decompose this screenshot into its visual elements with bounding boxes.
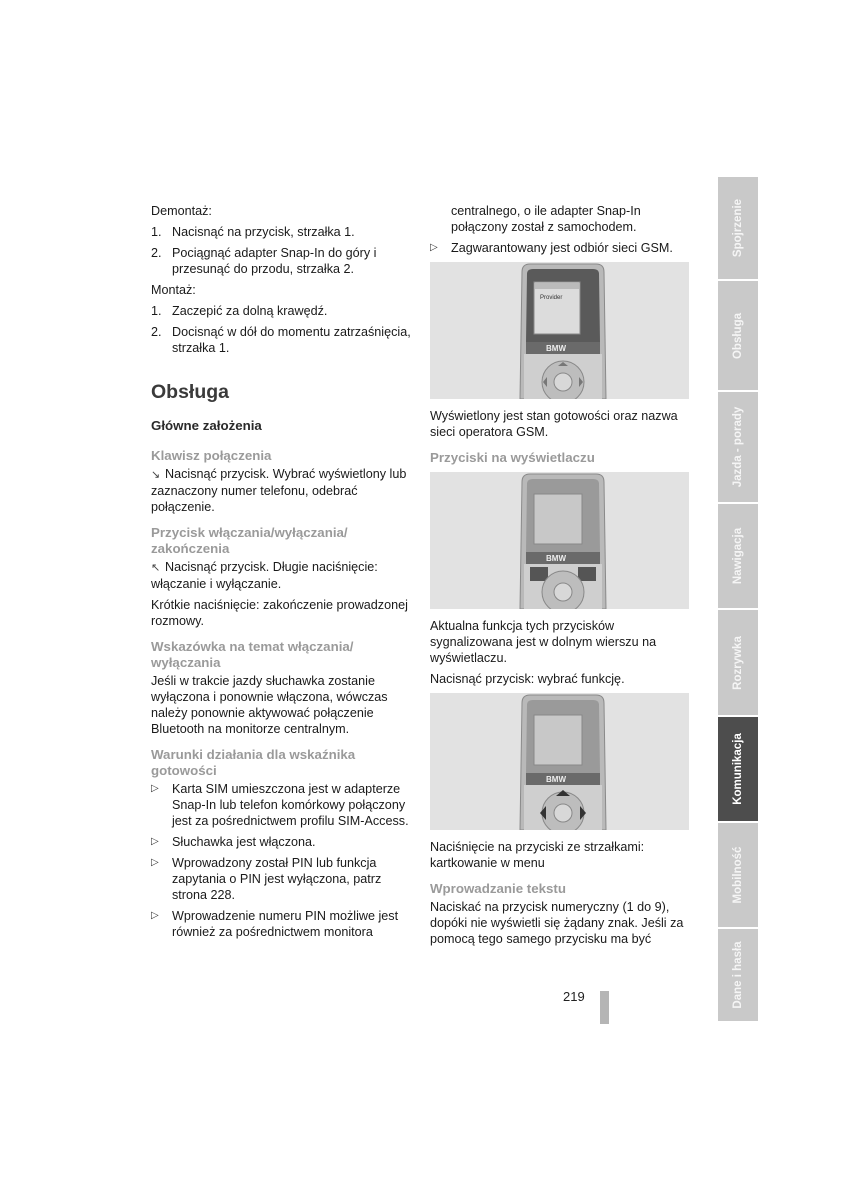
condition-text: Wprowadzenie numeru PIN możliwe jest również za pośrednictwem monitora [172, 909, 399, 939]
photo3-caption: Naciśnięcie na przyciski ze strzałkami: kartkowanie w menu [430, 840, 645, 870]
list-item [151, 781, 413, 829]
call-key-text: Nacisnąć przycisk. Wybrać wyświetlony lub zaznaczony numer telefonu, odebrać połączenie. [151, 467, 407, 514]
tab-rozrywka[interactable] [718, 610, 758, 717]
tab-label: Nawigacja [732, 527, 744, 585]
list-item [151, 303, 413, 319]
step-text: Docisnąć w dół do momentu zatrzaśnięcia, strzałka 1. [172, 325, 411, 355]
tab-label: Mobilność [732, 846, 744, 904]
list-item [151, 855, 413, 903]
tab-label: Jazda - porady [732, 406, 744, 488]
power-key-text: Nacisnąć przycisk. Długie naciśnięcie: włączanie i wyłączanie. [151, 560, 378, 591]
chapter-tabs [718, 177, 758, 1023]
step-number: 1. [151, 225, 162, 239]
tab-mobilnosc[interactable] [718, 823, 758, 929]
right-column [430, 203, 690, 952]
step-text: Pociągnąć adapter Snap-In do góry i przesunąć do przodu, strzałka 2. [172, 246, 377, 276]
phone-end-icon: ↖ [151, 562, 161, 574]
tab-dane-i-hasla[interactable] [718, 929, 758, 1023]
handset-photo-softkeys [430, 472, 689, 609]
tab-obsluga[interactable] [718, 281, 758, 392]
triangle-bullet-icon: ▷ [151, 857, 159, 868]
tab-spojrzenie[interactable] [718, 177, 758, 281]
phone-call-icon: ↘ [151, 469, 161, 481]
page-number-bar [600, 991, 609, 1024]
step-text: Nacisnąć na przycisk, strzałka 1. [172, 225, 355, 239]
handset-photo-standby [430, 262, 689, 399]
step-number: 1. [151, 304, 162, 318]
list-item [151, 224, 413, 240]
heading-call-key: Klawisz połączenia [151, 448, 272, 463]
montaz-label: Montaż: [151, 283, 196, 297]
triangle-bullet-icon: ▷ [151, 836, 159, 847]
step-number: 2. [151, 246, 162, 260]
heading-note: Wskazówka na temat włączania/ wyłączania [151, 639, 354, 670]
demontaz-label: Demontaż: [151, 204, 212, 218]
tab-label: Dane i hasła [732, 941, 744, 1009]
tab-label: Rozrywka [732, 635, 744, 690]
tab-label: Spojrzenie [732, 198, 744, 258]
photo2-caption-b: Nacisnąć przycisk: wybrać funkcję. [430, 672, 625, 686]
condition-text: Słuchawka jest włączona. [172, 835, 316, 849]
tab-label: Obsługa [732, 312, 744, 359]
text-entry-paragraph: Naciskać na przycisk numeryczny (1 do 9), dopóki nie wyświetli się żądany znak. Jeśli za pomocą tego samego przycisku ma być [430, 900, 684, 946]
page-number: 219 [563, 989, 585, 1004]
heading-power-key: Przycisk włączania/wyłączania/ zakończenia [151, 525, 348, 556]
heading-conditions: Warunki działania dla wskaźnika gotowości [151, 747, 356, 778]
tab-jazda-porady[interactable] [718, 392, 758, 504]
list-item [151, 908, 413, 940]
photo2-caption-a: Aktualna funkcja tych przycisków sygnalizowana jest w dolnym wierszu na wyświetlaczu. [430, 619, 657, 665]
left-column [151, 203, 413, 945]
list-item [151, 834, 413, 850]
triangle-bullet-icon: ▷ [151, 783, 159, 794]
tab-komunikacja[interactable] [718, 717, 758, 823]
subsection-title: Główne założenia [151, 418, 262, 433]
power-key-text-2: Krótkie naciśnięcie: zakończenie prowadzonej rozmowy. [151, 598, 408, 628]
note-text: Jeśli w trakcie jazdy słuchawka zostanie wyłączona i ponownie włączona, wówczas należy ponownie aktywować połączenie Bluetooth na monitorze centralnym. [151, 674, 388, 736]
bmw-logo-text: BMW [546, 775, 566, 784]
triangle-bullet-icon: ▷ [430, 242, 438, 253]
condition-text: Karta SIM umieszczona jest w adapterze Snap-In lub telefon komórkowy połączony jest za pośrednictwem profilu SIM-Access. [172, 782, 409, 828]
list-item [430, 240, 690, 256]
step-text: Zaczepić za dolną krawędź. [172, 304, 328, 318]
step-number: 2. [151, 325, 162, 339]
heading-text-entry: Wprowadzanie tekstu [430, 881, 566, 896]
photo1-caption: Wyświetlony jest stan gotowości oraz nazwa sieci operatora GSM. [430, 409, 678, 439]
triangle-bullet-icon: ▷ [151, 910, 159, 921]
gsm-text: Zagwarantowany jest odbiór sieci GSM. [451, 241, 673, 255]
screen-provider-text: Provider [540, 295, 563, 301]
tab-label: Komunikacja [732, 733, 744, 805]
handset-photo-arrows [430, 693, 689, 830]
call-key-paragraph [151, 466, 413, 515]
tab-nawigacja[interactable] [718, 504, 758, 610]
list-item [151, 245, 413, 277]
bmw-logo-text: BMW [546, 344, 566, 353]
continued-text: centralnego, o ile adapter Snap-In połączony został z samochodem. [451, 204, 641, 234]
list-item [151, 324, 413, 356]
heading-display-keys: Przyciski na wyświetlaczu [430, 450, 595, 465]
power-key-paragraph [151, 559, 413, 592]
section-title: Obsługa [151, 381, 230, 403]
condition-text: Wprowadzony został PIN lub funkcja zapytania o PIN jest wyłączona, patrz strona 228. [172, 856, 382, 902]
bmw-logo-text: BMW [546, 554, 566, 563]
